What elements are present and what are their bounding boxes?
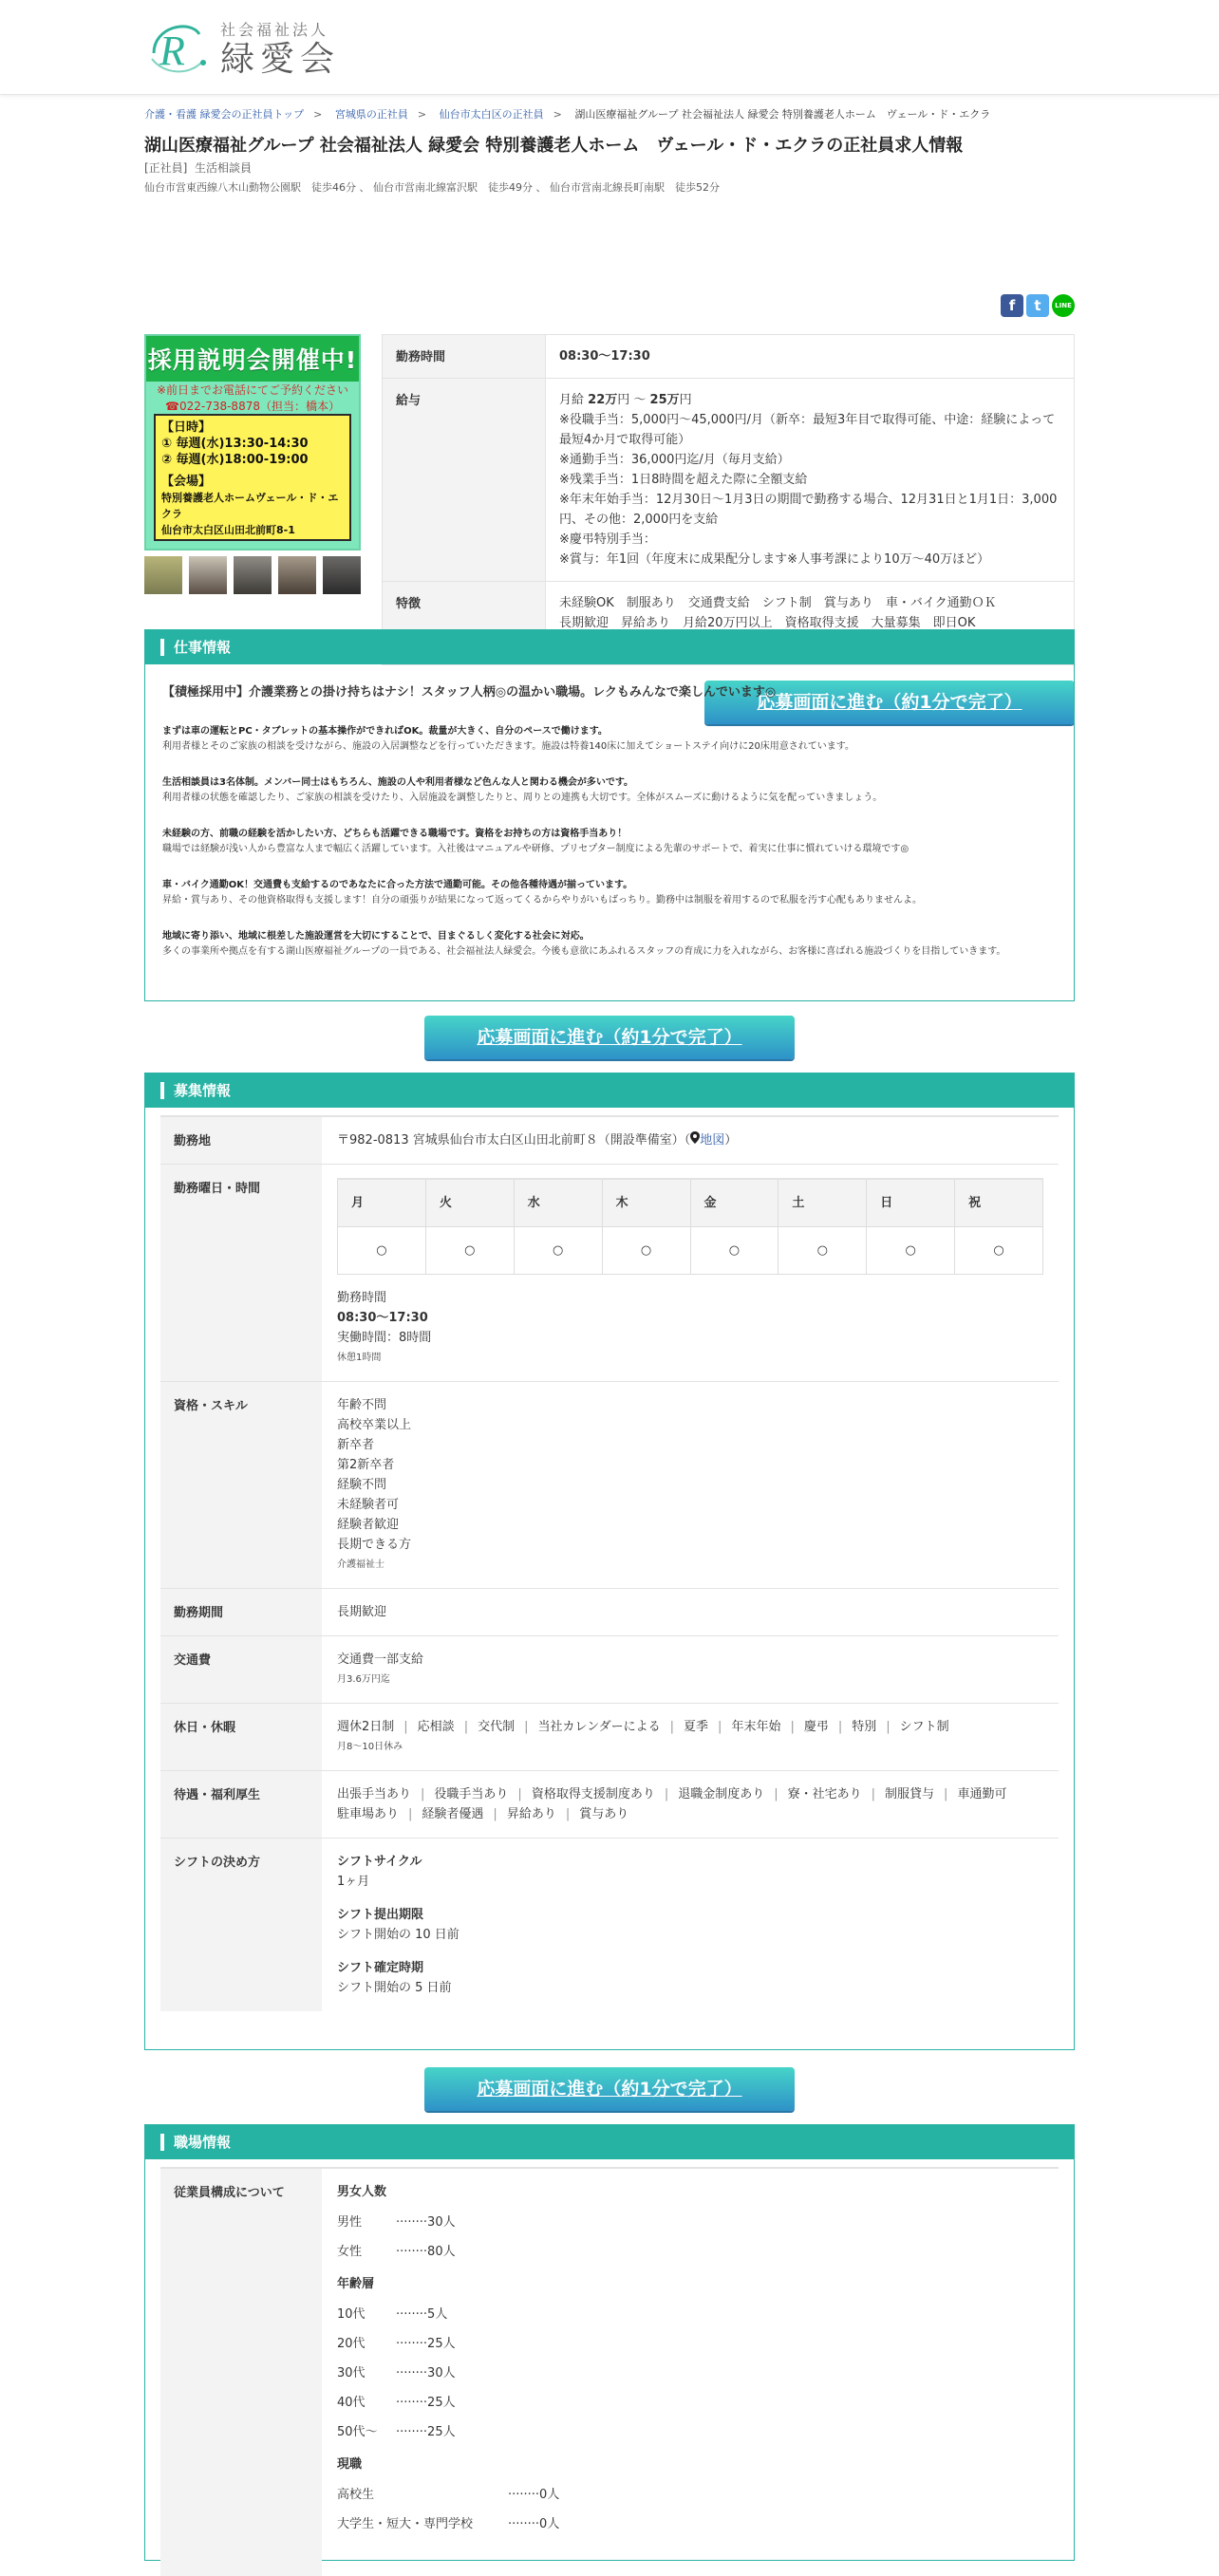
breadcrumb-link-top[interactable]: 介護・看護 緑愛会の正社員トップ — [144, 108, 305, 121]
salary-min: 22万 — [588, 393, 618, 407]
transport-text: 交通費一部支給 — [337, 1652, 424, 1667]
weekday-mark: ○ — [867, 1227, 955, 1275]
holiday-label: 休日・休暇 — [160, 1704, 322, 1771]
logo[interactable] — [144, 15, 340, 82]
salary-label: 給与 — [383, 379, 546, 582]
location-end: ） — [724, 1133, 738, 1148]
feature-tag: 制服あり — [626, 596, 676, 610]
salary-max: 25万 — [649, 393, 680, 407]
feature-tag: 昇給あり — [621, 616, 671, 630]
gender-row — [337, 2237, 1043, 2267]
workplace-info-section — [144, 2124, 1075, 2561]
thumbnail[interactable] — [234, 556, 272, 594]
banner-date-2: ② 毎週(水)18:00-19:00 — [161, 453, 309, 467]
breadcrumb-link-city[interactable]: 仙台市太白区の正社員 — [439, 108, 544, 121]
age-count: ········25人 — [396, 2396, 456, 2410]
summary-table — [382, 334, 1075, 665]
thumbnail[interactable] — [189, 556, 227, 594]
weekday-mark: ○ — [602, 1227, 690, 1275]
map-link[interactable]: 地図 — [700, 1133, 725, 1148]
job-type: 生活相談員 — [195, 161, 253, 175]
staff-label: 従業員構成について — [160, 2168, 322, 2576]
shift-fixed-value: シフト開始の 5 日前 — [337, 1981, 452, 1995]
job-block — [162, 878, 1057, 908]
weekday-header: 火 — [425, 1179, 514, 1227]
banner-date-heading: 【日時】 — [161, 420, 212, 435]
salary-mid: 円 ～ — [617, 393, 647, 407]
skill-note: 介護福祉士 — [337, 1559, 384, 1570]
banner-info-box — [154, 414, 351, 541]
map-pin-icon — [690, 1131, 700, 1144]
section-heading: 募集情報 — [145, 1073, 1074, 1108]
benefit-tag: 昇給あり — [506, 1807, 556, 1821]
salary-note: ※通勤手当：36,000円迄/月（毎月支給） — [559, 453, 790, 467]
skill-item: 高校卒業以上 — [337, 1418, 412, 1432]
gender-row — [337, 2208, 1043, 2237]
skill-item: 新卒者 — [337, 1438, 375, 1452]
age-key: 50代〜 — [337, 2425, 378, 2439]
age-row — [337, 2300, 1043, 2329]
job-block-heading: 地域に寄り添い、地域に根差した施設運営を大切にすることで、目まぐるしく変化する社会に対応。 — [162, 931, 590, 942]
skill-item: 年齢不問 — [337, 1398, 387, 1412]
gender-heading: 男女人数 — [337, 2185, 387, 2199]
banner-title: 採用説明会開催中! — [146, 336, 359, 382]
job-block-text: 利用者様とそのご家族の相談を受けながら、施設の入居調整などを行っていただきます。施設は特養140床に加えてショートステイ向けに20床用意されています。 — [162, 741, 855, 752]
benefit-tag: 資格取得支援制度あり — [531, 1787, 655, 1801]
age-count: ········25人 — [396, 2337, 456, 2351]
weekday-header: 祝 — [955, 1179, 1043, 1227]
weekday-header: 水 — [514, 1179, 602, 1227]
holiday-note: 月8～10日休み — [337, 1742, 403, 1752]
weekday-header: 金 — [690, 1179, 778, 1227]
age-row — [337, 2388, 1043, 2417]
benefit-tag: 寮・社宅あり — [787, 1787, 862, 1801]
age-row — [337, 2417, 1043, 2447]
skill-item: 第2新卒者 — [337, 1458, 395, 1472]
benefit-tag: 出張手当あり — [337, 1787, 412, 1801]
banner-place-2: 仙台市太白区山田北前町8-1 — [161, 524, 295, 536]
benefit-tag: 役職手当あり — [434, 1787, 509, 1801]
weekday-mark: ○ — [955, 1227, 1043, 1275]
salary-note: ※役職手当：5,000円～45,000円/月（新卒：最短3年目で取得可能、中途：経験によって最短4か月で取得可能） — [559, 413, 1056, 447]
breadcrumb: 介護・看護 緑愛会の正社員トップ > 宮城県の正社員 > 仙台市太白区の正社員 > 湖山医療福祉グループ 社会福祉法人 緑愛会 特別養護老人ホーム ヴェール・ド・エクラ — [144, 108, 991, 121]
thumbnail-strip — [144, 556, 361, 594]
location-value — [322, 1116, 1059, 1165]
logo-letter: R — [159, 28, 185, 74]
feature-tag: 交通費支給 — [687, 596, 750, 610]
job-block — [162, 724, 1057, 755]
current-job-key: 高校生 — [337, 2488, 375, 2502]
holiday-tag: 交代制 — [478, 1720, 516, 1734]
schedule-label: 勤務曜日・時間 — [160, 1165, 322, 1382]
feature-tag: 資格取得支援 — [784, 616, 859, 630]
banner-note: ※前日までお電話にてご予約ください — [156, 383, 349, 397]
job-info-section — [144, 629, 1075, 1001]
page-title: 湖山医療福祉グループ 社会福祉法人 緑愛会 特別養護老人ホーム ヴェール・ド・エクラの正社員求人情報 — [144, 136, 964, 156]
logo-mark — [144, 15, 211, 82]
current-job-count: ········0人 — [508, 2517, 560, 2531]
feature-tag: 即日OK — [932, 616, 976, 630]
holiday-tag: 特別 — [852, 1720, 877, 1734]
holiday-tag: 週休2日制 — [337, 1720, 395, 1734]
gender-key: 男性 — [337, 2215, 363, 2230]
shift-cycle-heading: シフトサイクル — [337, 1855, 422, 1869]
shift-deadline-value: シフト開始の 10 日前 — [337, 1928, 459, 1942]
hours-value: 08:30～17:30 — [546, 335, 1075, 379]
feature-tag: 月給20万円以上 — [683, 616, 773, 630]
schedule-value — [322, 1165, 1059, 1382]
thumbnail[interactable] — [144, 556, 182, 594]
age-heading: 年齢層 — [337, 2277, 375, 2291]
feature-tag: シフト制 — [761, 596, 812, 610]
age-count: ········5人 — [396, 2307, 448, 2322]
facebook-share-icon[interactable]: f — [1001, 294, 1023, 317]
salary-prefix: 月給 — [559, 393, 585, 407]
job-block — [162, 775, 1057, 806]
job-block — [162, 827, 1057, 857]
section-heading: 職場情報 — [145, 2125, 1074, 2159]
actual-hours: 実働時間：8時間 — [337, 1331, 432, 1345]
holiday-tag: 年末年始 — [731, 1720, 781, 1734]
salary-note: ※残業手当：1日8時間を超えた際に全額支給 — [559, 473, 808, 487]
shift-deadline-heading: シフト提出期限 — [337, 1908, 424, 1922]
logo-title: 緑愛会 — [220, 39, 341, 79]
skills-value — [322, 1382, 1059, 1589]
salary-note: ※慶弔特別手当： — [559, 532, 656, 547]
job-block-text: 昇給・賞与あり、その他資格取得も支援します！自分の頑張りが結果になって返ってくるからやりがいもばっちり。勤務中は制服を着用するので私服を汚す心配もありませんよ。 — [162, 895, 922, 905]
weekday-mark: ○ — [778, 1227, 867, 1275]
feature-tag: 賞与あり — [823, 596, 873, 610]
age-key: 30代 — [337, 2366, 366, 2380]
benefits-label: 待遇・福利厚生 — [160, 1771, 322, 1839]
logo-subtitle: 社会福祉法人 — [220, 20, 329, 39]
job-block-heading: 車・バイク通勤OK！交通費も支給するのであなたに合った方法で通勤可能。その他各種待遇が揃っています。 — [162, 880, 633, 890]
banner-place-1: 特別養護老人ホームヴェール・ド・エクラ — [161, 492, 339, 520]
line-share-icon[interactable]: LINE — [1052, 294, 1075, 317]
age-row — [337, 2359, 1043, 2388]
staff-value — [322, 2168, 1059, 2576]
apply-button[interactable]: 応募画面に進む（約1分で完了） — [424, 2067, 795, 2111]
twitter-share-icon[interactable]: t — [1026, 294, 1049, 317]
weekday-mark: ○ — [514, 1227, 602, 1275]
current-job-row — [337, 2480, 1043, 2510]
weekday-mark: ○ — [690, 1227, 778, 1275]
job-block-text: 職場では経験が浅い人から豊富な人まで幅広く活躍しています。入社後はマニュアルや研修、プリセプター制度による先輩のサポートで、着実に仕事に慣れていける環境です◎ — [162, 844, 910, 854]
job-block-heading: 生活相談員は3名体制。メンバー同士はもちろん、施設の人や利用者様など色んな人と関わる機会が多いです。 — [162, 777, 634, 788]
weekday-mark: ○ — [338, 1227, 426, 1275]
age-key: 20代 — [337, 2337, 366, 2351]
access-stations: 仙台市営東西線八木山動物公園駅 徒歩46分 、 仙台市営南北線富沢駅 徒歩49分 、 仙台市営南北線長町南駅 徒歩52分 — [144, 181, 720, 194]
age-row — [337, 2329, 1043, 2359]
holiday-tag: シフト制 — [899, 1720, 949, 1734]
transport-label: 交通費 — [160, 1636, 322, 1704]
banner-place-heading: 【会場】 — [161, 475, 212, 489]
main-content — [144, 95, 1075, 2531]
banner-phone: ☎022-738-8878（担当：橋本） — [165, 400, 340, 413]
break-time: 休憩1時間 — [337, 1353, 382, 1363]
skill-item: 経験者歓迎 — [337, 1518, 400, 1532]
age-key: 40代 — [337, 2396, 366, 2410]
job-block-heading: まずは車の運転とPC・タブレットの基本操作ができればOK。裁量が大きく、自分のペースで働けます。 — [162, 726, 608, 737]
benefit-tag: 車通勤可 — [957, 1787, 1007, 1801]
job-category — [144, 159, 1075, 176]
holiday-tag: 当社カレンダーによる — [537, 1720, 661, 1734]
current-job-count: ········0人 — [508, 2488, 560, 2502]
section-heading: 仕事情報 — [145, 630, 1074, 664]
holiday-tag: 応相談 — [417, 1720, 455, 1734]
apply-button[interactable]: 応募画面に進む（約1分で完了） — [424, 1016, 795, 1059]
skills-label: 資格・スキル — [160, 1382, 322, 1589]
job-lead: 【積極採用中】介護業務との掛け持ちはナシ！スタッフ人柄◎の温かい職場。レクもみんなで楽しんでいます◎ — [162, 685, 777, 700]
current-job-heading: 現職 — [337, 2457, 363, 2472]
benefit-tag: 制服貸与 — [885, 1787, 935, 1801]
weekday-mark: ○ — [425, 1227, 514, 1275]
shift-label: シフトの決め方 — [160, 1839, 322, 2012]
main-photo[interactable] — [144, 334, 361, 551]
benefit-tag: 賞与あり — [579, 1807, 629, 1821]
benefits-value: 出張手当あり | 役職手当あり | 資格取得支援制度あり | 退職金制度あり | 寮・社宅あり | 制服貸与 | 車通勤可 駐車場あり | 経験者優遇 | 昇給あり | 賞与あり — [322, 1771, 1059, 1839]
location-address: 〒982-0813 宮城県仙台市太白区山田北前町８（開設準備室）（ — [337, 1133, 691, 1148]
salary-note: ※年末年始手当：12月30日～1月3日の期間で勤務する場合、12月31日と1月1日：3,000円、その他：2,000円を支給 — [559, 493, 1058, 527]
breadcrumb-current: 湖山医療福祉グループ 社会福祉法人 緑愛会 特別養護老人ホーム ヴェール・ド・エクラ — [574, 108, 991, 121]
thumbnail[interactable] — [323, 556, 361, 594]
feature-tag: 車・バイク通勤ＯＫ — [885, 596, 997, 610]
weekday-header: 木 — [602, 1179, 690, 1227]
feature-tag: 未経験OK — [559, 596, 614, 610]
skill-item: 経験不問 — [337, 1478, 387, 1492]
period-label: 勤務期間 — [160, 1589, 322, 1636]
skill-item: 未経験者可 — [337, 1498, 400, 1512]
gender-count: ········80人 — [396, 2245, 456, 2259]
weekday-header: 土 — [778, 1179, 867, 1227]
hours-label: 勤務時間 — [383, 335, 546, 379]
shift-value — [322, 1839, 1059, 2012]
shift-fixed-heading: シフト確定時期 — [337, 1961, 424, 1975]
banner-date-1: ① 毎週(水)13:30-14:30 — [161, 437, 309, 451]
thumbnail[interactable] — [278, 556, 316, 594]
holiday-tag: 慶弔 — [803, 1720, 829, 1734]
period-value: 長期歓迎 — [322, 1589, 1059, 1636]
recruit-table — [160, 1115, 1059, 2011]
gender-count: ········30人 — [396, 2215, 456, 2230]
job-block-heading: 未経験の方、前職の経験を活かしたい方、どちらも活躍できる職場です。資格をお持ちの方は資格手当あり！ — [162, 829, 628, 839]
apply-button[interactable]: 応募画面に進む（約1分で完了） — [704, 681, 1075, 724]
work-hours-heading: 勤務時間 — [337, 1291, 387, 1305]
transport-note: 月3.6万円迄 — [337, 1674, 390, 1685]
recruit-info-section — [144, 1073, 1075, 2050]
salary-note: ※賞与：年1回（年度末に成果配分します※人事考課により10万～40万ほど） — [559, 552, 990, 567]
skill-item: 長期できる方 — [337, 1538, 412, 1552]
weekday-header: 月 — [338, 1179, 426, 1227]
features-label: 特徴 — [383, 582, 546, 665]
job-block — [162, 929, 1057, 960]
workplace-table — [160, 2167, 1059, 2576]
feature-tag: 長期歓迎 — [559, 616, 610, 630]
current-job-row — [337, 2510, 1043, 2539]
benefit-tag: 退職金制度あり — [678, 1787, 765, 1801]
feature-tag: 大量募集 — [871, 616, 921, 630]
holiday-tag: 夏季 — [684, 1720, 709, 1734]
breadcrumb-link-prefecture[interactable]: 宮城県の正社員 — [334, 108, 408, 121]
weekday-header: 日 — [867, 1179, 955, 1227]
age-key: 10代 — [337, 2307, 366, 2322]
gender-key: 女性 — [337, 2245, 363, 2259]
job-block-text: 利用者様の状態を確認したり、ご家族の相談を受けたり、入居施設を調整したりと、周りとの連携も大切です。全体がスムーズに動けるように気を配っていきましょう。 — [162, 793, 883, 803]
job-block-text: 多くの事業所や拠点を有する湖山医療福祉グループの一員である、社会福祉法人緑愛会。今後も意欲にあふれるスタッフの育成に力を入れながら、お客様に喜ばれる施設づくりを目指していきます。 — [162, 946, 1006, 957]
location-label: 勤務地 — [160, 1116, 322, 1165]
salary-value — [546, 379, 1075, 582]
benefit-tag: 経験者優遇 — [422, 1807, 484, 1821]
benefit-tag: 駐車場あり — [337, 1807, 400, 1821]
site-header — [0, 0, 1219, 95]
weekday-table — [337, 1178, 1043, 1275]
holiday-value: 週休2日制 | 応相談 | 交代制 | 当社カレンダーによる | 夏季 | 年末年始 | 慶弔 | 特別 | シフト制 月8～10日休み — [322, 1704, 1059, 1771]
share-buttons — [1001, 294, 1075, 317]
age-count: ········25人 — [396, 2425, 456, 2439]
salary-suffix: 円 — [679, 393, 692, 407]
transport-value — [322, 1636, 1059, 1704]
shift-cycle-value: 1ヶ月 — [337, 1875, 370, 1889]
work-hours-value: 08:30～17:30 — [337, 1311, 428, 1325]
current-job-key: 大学生・短大・専門学校 — [337, 2517, 474, 2531]
employment-type: [正社員] — [144, 161, 188, 175]
age-count: ········30人 — [396, 2366, 456, 2380]
